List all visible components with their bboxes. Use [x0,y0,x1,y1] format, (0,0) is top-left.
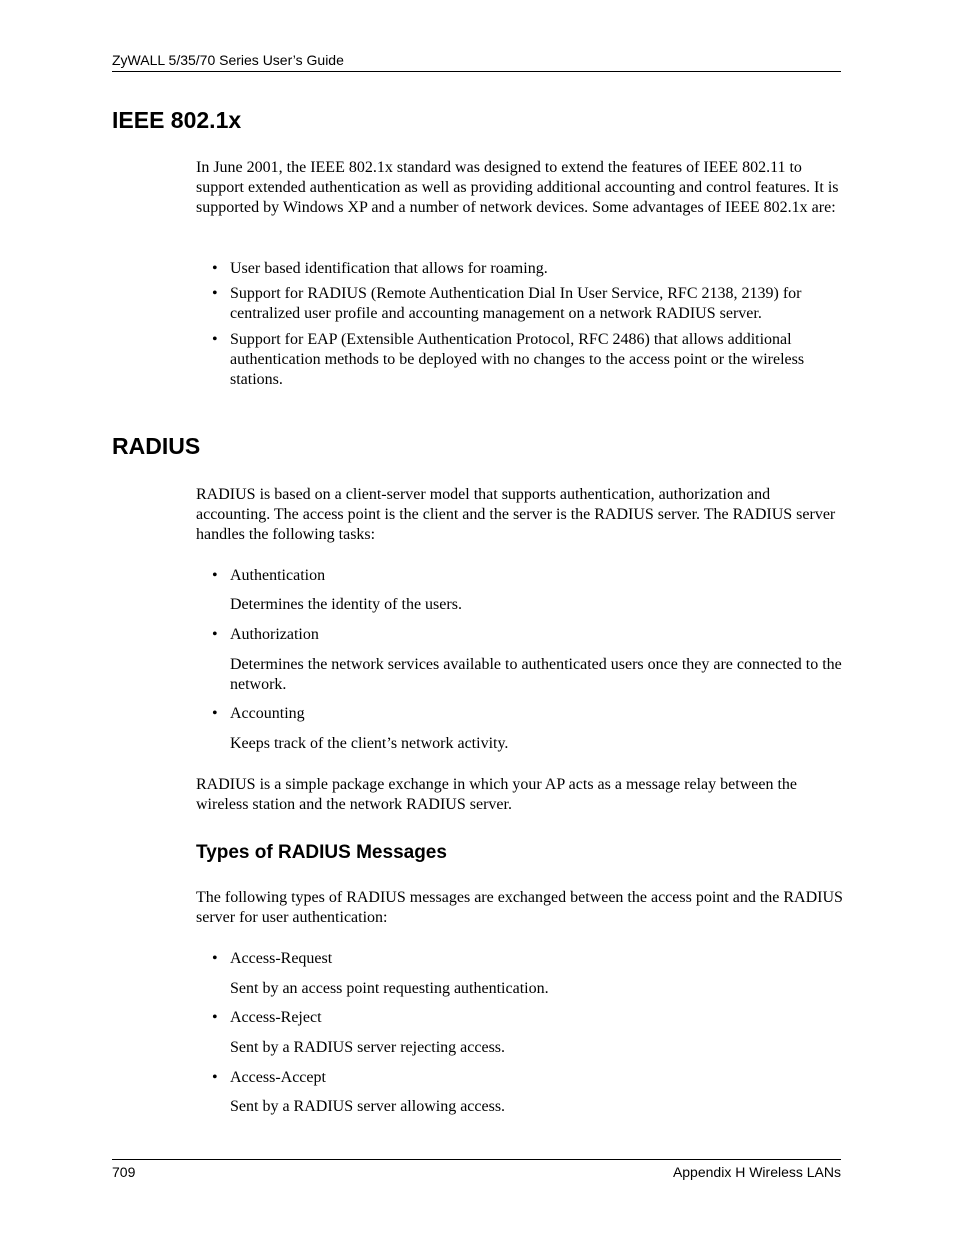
messages-intro: The following types of RADIUS messages are exchanged between the access point and the RADIUS server for user authentication: [196,889,843,927]
list-item-text: Support for RADIUS (Remote Authentication Dial In User Service, RFC 2138, 2139) for centralized user profile and accounting management on a network RADIUS server. [230,285,802,323]
bullet-glyph: • [212,260,218,277]
subsection-heading-messages: Types of RADIUS Messages [196,842,447,863]
list-item [212,625,842,645]
section-heading-radius: RADIUS [112,433,201,459]
page-header [112,52,841,72]
bullet-glyph: • [212,705,218,722]
list-item [212,704,842,724]
list-item [212,284,842,324]
bullet-glyph: • [212,1009,218,1026]
list-item-description: Determines the identity of the users. [230,596,462,613]
list-item [212,259,842,279]
list-item [212,330,842,391]
footer-section: Appendix H Wireless LANs [672,1164,841,1180]
list-item [212,1008,842,1028]
radius-intro: RADIUS is based on a client-server model that supports authentication, authorization and accounting. The access point is the client and the server is the RADIUS server. The RADIUS server handles the following tasks: [196,486,836,544]
bullet-glyph: • [212,285,218,302]
list-item-text: Access-Request [230,950,333,967]
page-footer [112,1159,841,1181]
list-item-text: Authentication [230,567,326,584]
bullet-glyph: • [212,950,218,967]
list-item-description: Determines the network services available to authenticated users once they are connected to the network. [230,656,842,694]
list-item-text: User based identification that allows for roaming. [230,260,548,277]
list-item [212,949,842,969]
list-item-text: Support for EAP (Extensible Authentication Protocol, RFC 2486) that allows additional authentication methods to be deployed with no changes to the access point or the wireless stations. [230,331,805,389]
section-heading-ieee: IEEE 802.1x [112,107,242,133]
bullet-glyph: • [212,331,218,348]
bullet-glyph: • [212,567,218,584]
list-item-description: Keeps track of the client’s network activity. [230,735,509,752]
list-item [212,1068,842,1088]
list-item-text: Access-Reject [230,1009,322,1026]
list-item-description: Sent by a RADIUS server allowing access. [230,1098,506,1115]
list-item-description: Sent by a RADIUS server rejecting access. [230,1039,506,1056]
list-item-description: Sent by an access point requesting authentication. [230,980,549,997]
header-title: ZyWALL 5/35/70 Series User’s Guide [112,52,344,68]
list-item-text: Authorization [230,626,319,643]
bullet-glyph: • [212,626,218,643]
list-item-text: Access-Accept [230,1069,326,1086]
radius-outro: RADIUS is a simple package exchange in which your AP acts as a message relay between the wireless station and the network RADIUS server. [196,776,797,814]
page-number: 709 [112,1164,136,1180]
list-item-text: Accounting [230,705,305,722]
ieee-intro: In June 2001, the IEEE 802.1x standard was designed to extend the features of IEEE 802.11 to support extended authentication as well as providing additional accounting and control features. It is supported by Windows XP and a number of network devices. Some advantages of IEEE 802.1x are: [196,159,839,217]
list-item [212,566,842,586]
bullet-glyph: • [212,1069,218,1086]
